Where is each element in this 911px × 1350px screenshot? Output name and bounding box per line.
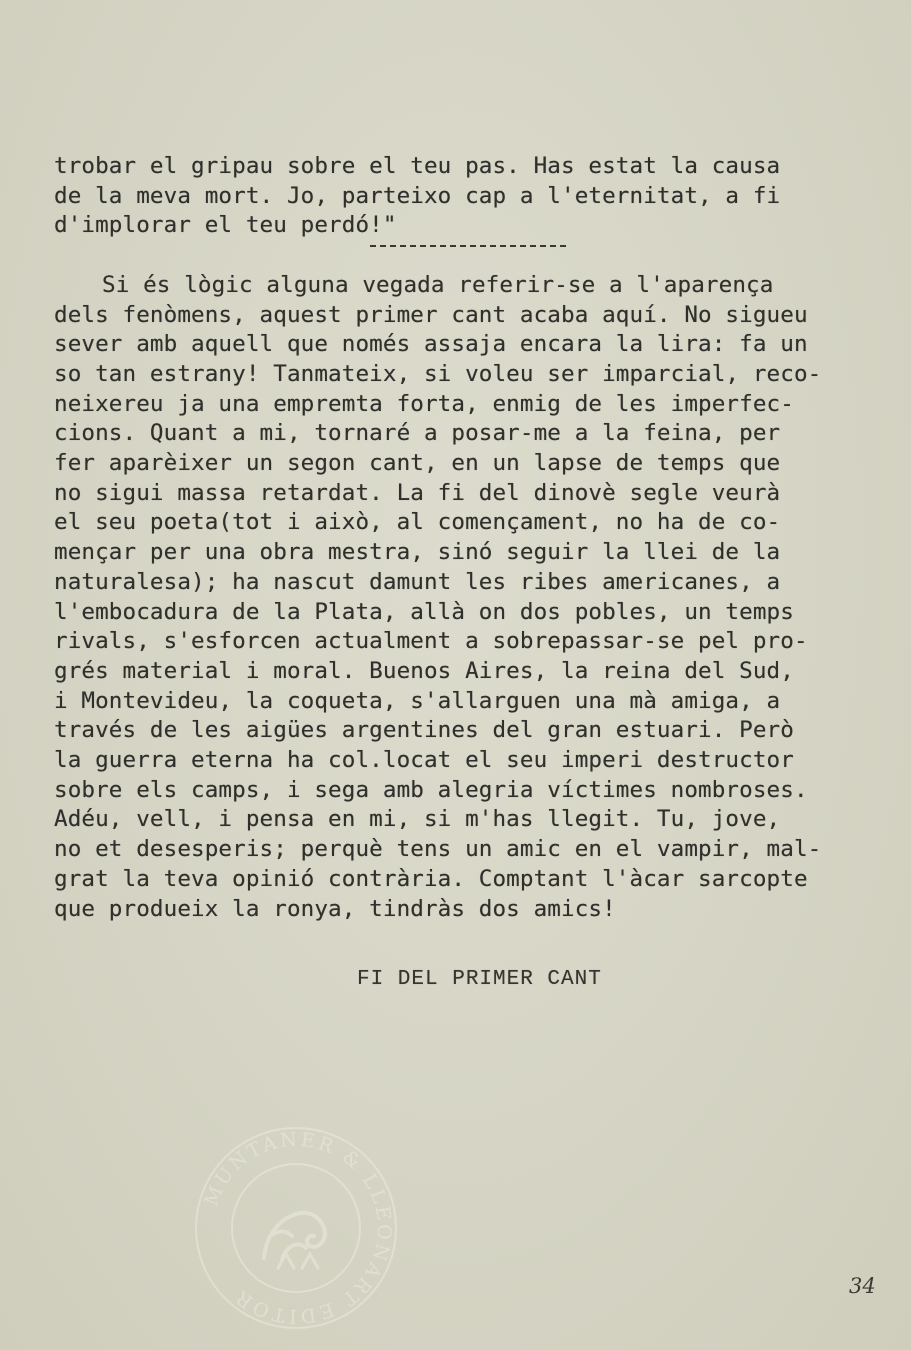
text-line: que produeix la ronya, tindràs dos amics! [54,895,616,922]
text-line: no et desesperis; perquè tens un amic en el vampir, mal- [54,836,822,863]
text-line: sobre els camps, i sega amb alegria víctimes nombroses. [54,776,808,803]
text-line: so tan estrany! Tanmateix, si voleu ser imparcial, reco- [54,360,822,387]
text-line: mençar per una obra mestra, sinó seguir la llei de la [54,539,781,566]
text-line: de la meva mort. Jo, parteixo cap a l'eternitat, a fi [54,182,781,209]
text-line: neixereu ja una empremta forta, enmig de les imperfec- [54,390,794,417]
text-line: Adéu, vell, i pensa en mi, si m'has llegit. Tu, jove, [54,806,781,833]
text-line: l'embocadura de la Plata, allà on dos pobles, un temps [54,598,794,625]
text-line: rivals, s'esforcen actualment a sobrepassar-se pel pro- [54,628,808,655]
text-line: naturalesa); ha nascut damunt les ribes americanes, a [54,568,781,595]
text-line: la guerra eterna ha col.locat el seu imperi destructor [54,747,794,774]
svg-text:MUNTANER & LLEONART EDITOR: MUNTANER & LLEONART EDITOR [200,1128,396,1328]
embossed-seal-icon [186,1118,406,1338]
text-line: grat la teva opinió contrària. Comptant l'àcar sarcopte [54,865,808,892]
text-line: grés material i moral. Buenos Aires, la reina del Sud, [54,657,794,684]
text-line: d'implorar el teu perdó!" [54,212,397,239]
page-number: 34 [849,1274,876,1298]
text-line: no sigui massa retardat. La fi del dinovè segle veurà [54,479,781,506]
text-line: i Montevideu, la coqueta, s'allarguen una mà amiga, a [54,687,781,714]
text-line: dels fenòmens, aquest primer cant acaba aquí. No sigueu [54,301,808,328]
text-line: través de les aigües argentines del gran estuari. Però [54,717,794,744]
text-line: el seu poeta(tot i això, al començament, no ha de co- [54,509,781,536]
section-end-heading: FI DEL PRIMER CANT [357,968,602,991]
text-line: sever amb aquell que només assaja encara la lira: fa un [54,331,808,358]
text-line: fer aparèixer un segon cant, en un lapse de temps que [54,450,781,477]
body-text [54,152,884,924]
section-divider [370,245,566,247]
text-line: cions. Quant a mi, tornaré a posar-me a la feina, per [54,420,781,447]
text-line: trobar el gripau sobre el teu pas. Has estat la causa [54,153,781,179]
text-line: Si és lògic alguna vegada referir-se a l'aparença [102,271,774,298]
